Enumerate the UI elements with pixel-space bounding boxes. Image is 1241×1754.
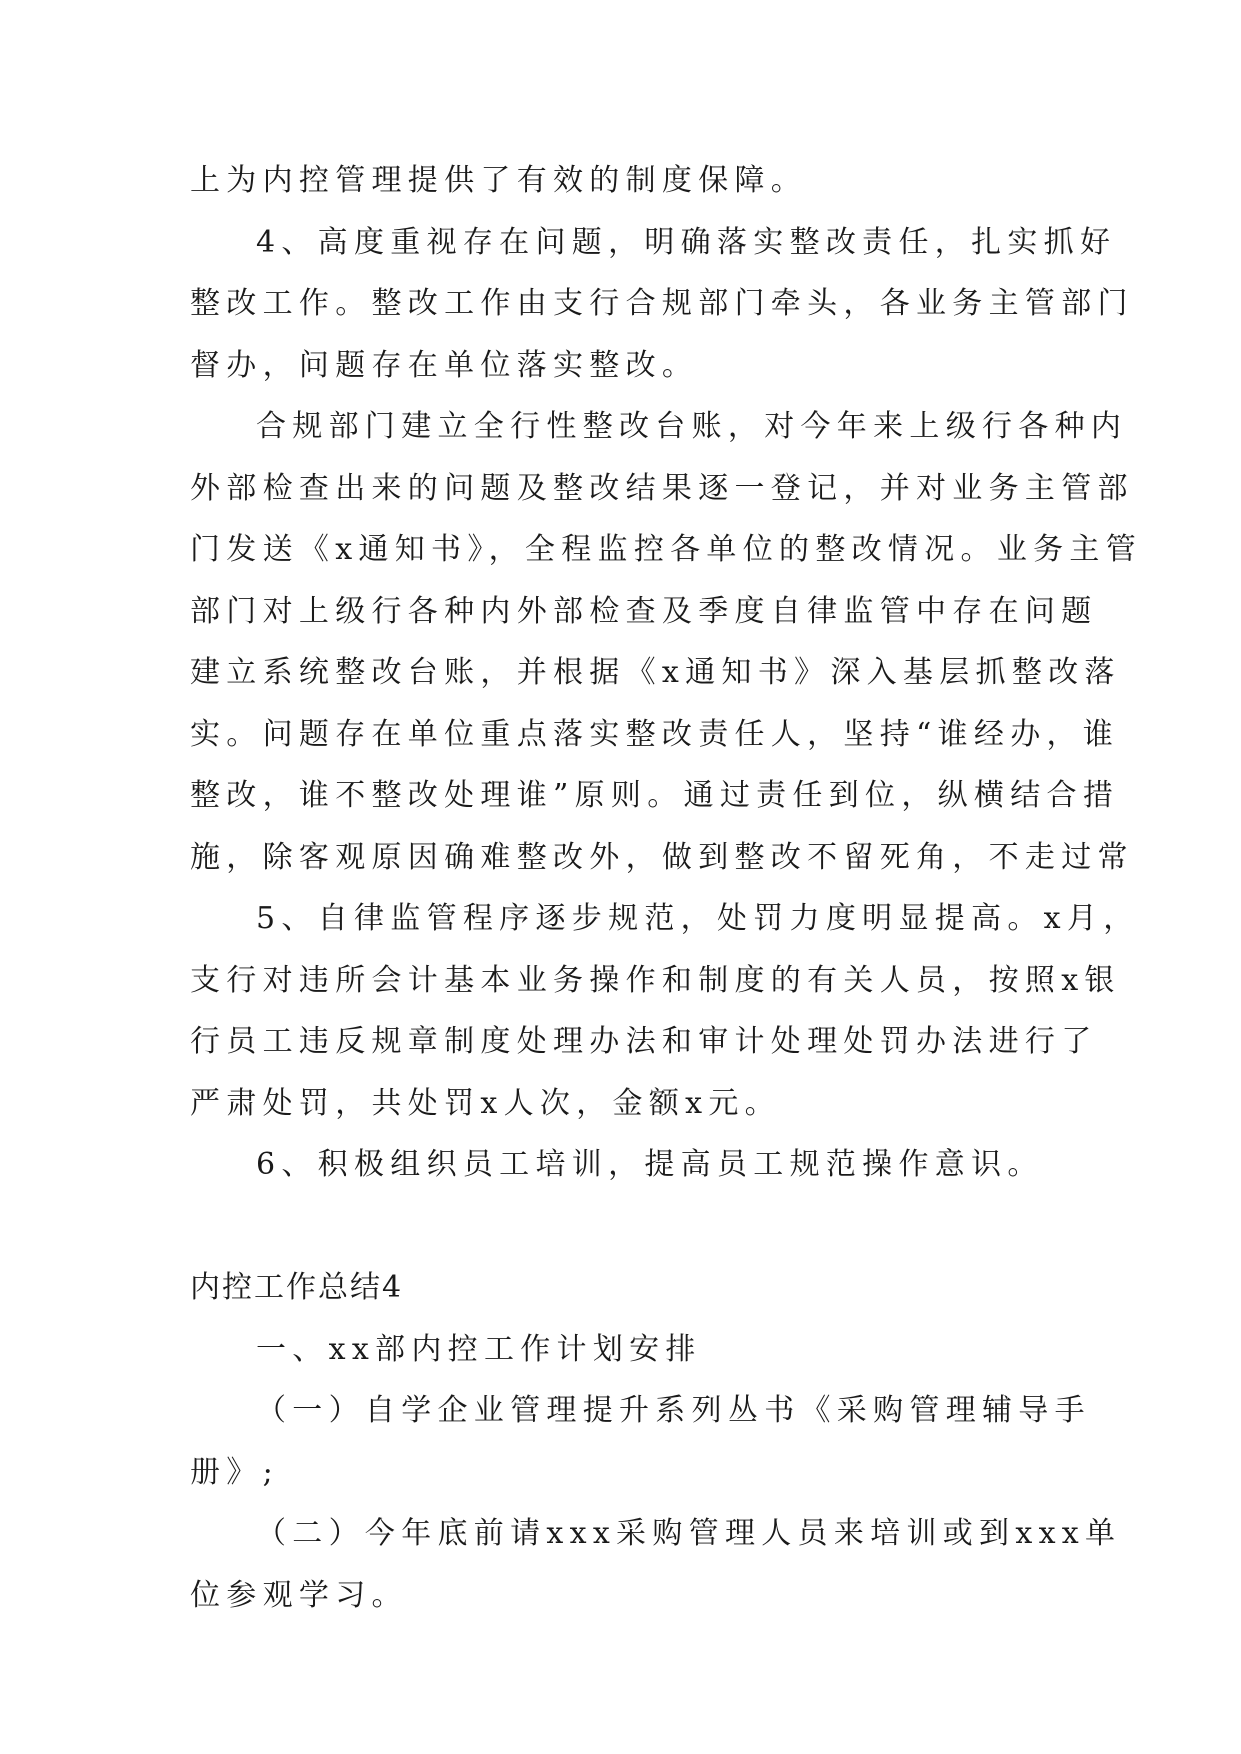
text-line: 外部检查出来的问题及整改结果逐一登记，并对业务主管部	[190, 470, 1134, 506]
section-heading: 内控工作总结4	[190, 1270, 404, 1305]
text-line: 支行对违所会计基本业务操作和制度的有关人员，按照x银	[190, 962, 1121, 998]
text-line: 整改工作。整改工作由支行合规部门牵头，各业务主管部门	[190, 286, 1134, 321]
text-line: 施，除客观原因确难整改外，做到整改不留死角，不走过常	[190, 839, 1134, 875]
paragraph-start: 合规部门建立全行性整改台账，对今年来上级行各种内	[256, 409, 1128, 444]
list-item-4: 4、高度重视存在问题，明确落实整改责任，扎实抓好	[256, 224, 1117, 260]
list-item-6: 6、积极组织员工培训，提高员工规范操作意识。	[256, 1147, 1044, 1182]
text-line: 行员工违反规章制度处理办法和审计处理处罚办法进行了	[190, 1024, 1098, 1059]
text-line: 册》;	[190, 1454, 280, 1490]
section-spacer	[190, 1196, 1050, 1258]
list-item-plan-1: （一）自学企业管理提升系列丛书《采购管理辅导手	[256, 1393, 1091, 1428]
text-line: 部门对上级行各种内外部检查及季度自律监管中存在问题	[190, 593, 1098, 629]
text-line: 实。问题存在单位重点落实整改责任人，坚持“谁经办，谁	[190, 716, 1120, 752]
subsection-heading: 一、xx部内控工作计划安排	[256, 1331, 702, 1367]
list-item-5: 5、自律监管程序逐步规范，处罚力度明显提高。x月，	[256, 901, 1140, 936]
text-line: 督办，问题存在单位落实整改。	[190, 347, 699, 383]
text-line: 位参观学习。	[190, 1577, 408, 1613]
text-line: 建立系统整改台账，并根据《x通知书》深入基层抓整改落	[190, 655, 1121, 690]
text-line: 上为内控管理提供了有效的制度保障。	[190, 163, 808, 198]
text-line: 整改，谁不整改处理谁”原则。通过责任到位，纵横结合措	[190, 778, 1120, 813]
document-body	[190, 150, 1143, 1626]
text-line: 严肃处罚，共处罚x人次，金额x元。	[190, 1085, 781, 1121]
text-line: 门发送《x通知书》，全程监控各单位的整改情况。业务主管	[190, 532, 1143, 567]
list-item-plan-2: （二）今年底前请xxx采购管理人员来培训或到xxx单	[256, 1516, 1122, 1551]
